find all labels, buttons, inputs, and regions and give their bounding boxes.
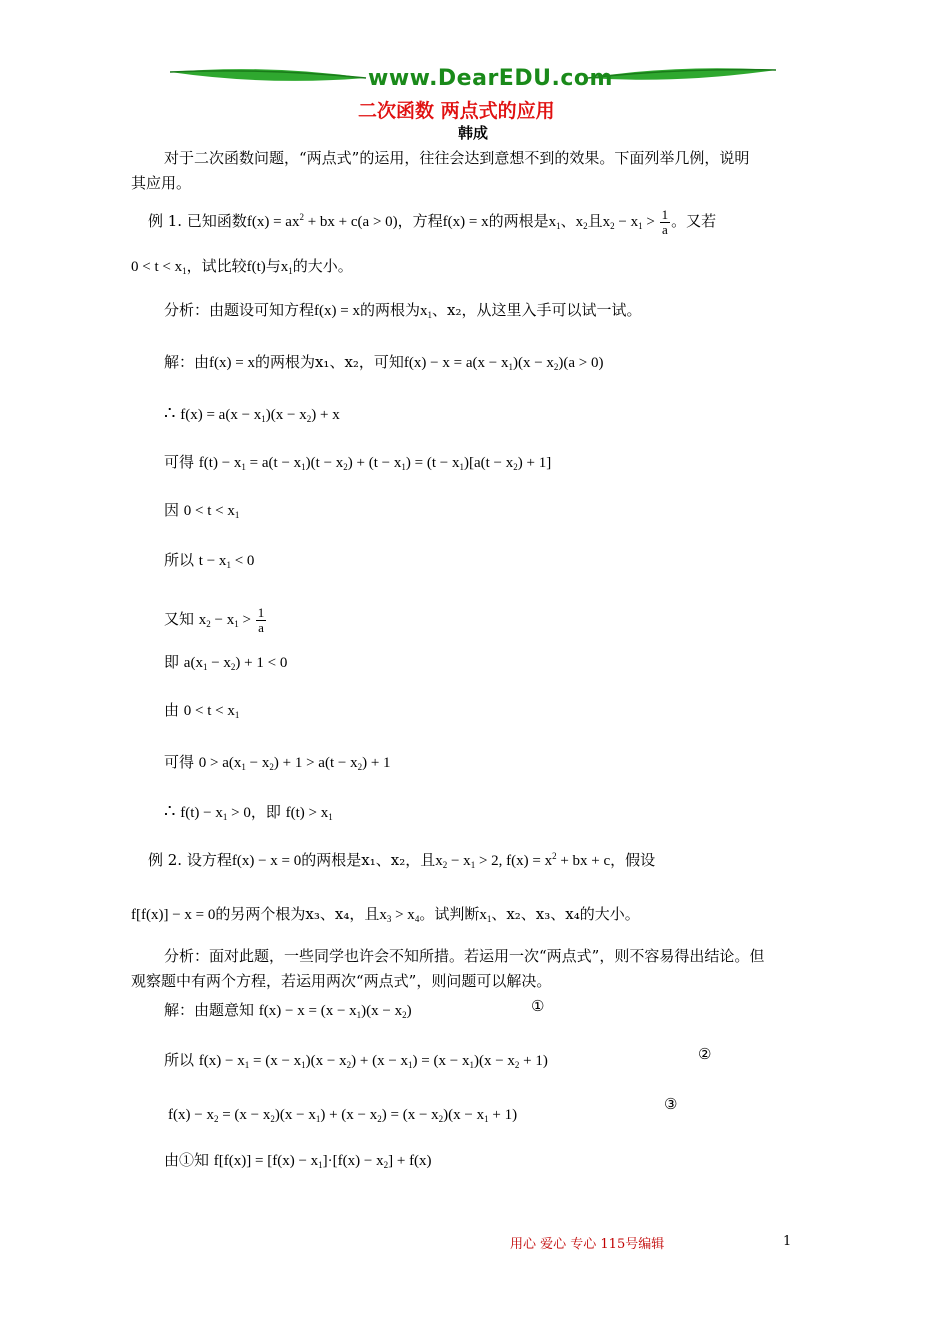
condition-2: $0 < t < x_1$ <box>131 259 187 276</box>
equation: f(x) = x <box>209 355 255 371</box>
equation: f(x) − x = 0 <box>231 853 302 869</box>
text: 因 <box>164 501 180 519</box>
text: 。又若 <box>671 211 717 230</box>
text: 所以 <box>164 1051 195 1069</box>
text: 、 <box>560 211 576 230</box>
text: 可得 <box>164 453 195 471</box>
solution-1-line-4 <box>164 500 239 521</box>
formula: $t - x_1 < 0$ <box>198 553 255 570</box>
formula: $f(x) - x_2 = (x - x_2)(x - x_1) + (x - x_2) = (x - x_2)(x - x_1 + 1)$ <box>168 1107 518 1124</box>
formula: $f(x) = a(x - x_1)(x - x_2) + x$ <box>180 407 340 424</box>
text: 、x₂，从这里入手可以试一试。 <box>431 301 642 319</box>
example-2-label: 例 2. 设方程 <box>148 851 232 869</box>
text: ，方程 <box>397 211 443 230</box>
therefore-symbol: ∴ <box>164 801 176 822</box>
root-1: $x_1$ <box>548 213 561 231</box>
intro-line-1: 对于二次函数问题，“两点式”的运用，往往会达到意想不到的效果。下面列举几例，说明 <box>164 149 750 167</box>
text: 可得 <box>164 753 195 771</box>
example-1-label: 例 1. 已知函数 <box>148 211 247 230</box>
condition: $x_2 - x_1 > 2$, $f(x) = x^2$ + bx + c <box>435 851 611 870</box>
solution-2-line-4 <box>164 1150 432 1171</box>
condition: $x_2 - x_1$ > $\frac{1}{a}$ <box>602 207 669 237</box>
circled-3: ③ <box>664 1095 678 1113</box>
formula: $f(t) - x_1 = a(t - x_1)(t - x_2) + (t - x_1) = (t - x_1)[a(t - x_2) + 1]$ <box>198 455 552 472</box>
formula: $f(x) - x = (x - x_1)(x - x_2)$ <box>258 1003 412 1020</box>
formula: $a(x_1 - x_2) + 1 < 0$ <box>183 655 288 672</box>
text: 解：由题意知 <box>164 1001 255 1019</box>
solution-1-line-3 <box>164 452 551 473</box>
text: 分析：由题设可知方程 <box>164 301 315 319</box>
text: 。试判断 <box>419 905 480 923</box>
solution-1-line-2 <box>164 404 340 425</box>
text: 所以 <box>164 551 195 569</box>
example-2-statement <box>148 850 655 871</box>
text: ，即 <box>250 803 281 821</box>
factored-form: $f(x) - x = a(x - x_1)(x - x_2)(a > 0)$ <box>403 355 604 372</box>
banner-swoosh-right <box>586 64 778 88</box>
intro-line-2: 其应用。 <box>131 174 192 192</box>
text: 由①知 <box>164 1151 210 1169</box>
page-title: 二次函数 两点式的应用 <box>358 100 555 122</box>
solution-1-line-6 <box>164 606 267 635</box>
text: 的两根是 <box>488 211 549 230</box>
solution-2-line-3 <box>168 1104 517 1125</box>
solution-1-line-8 <box>164 700 239 721</box>
equation: f(x) = x <box>314 303 360 319</box>
example-1-statement <box>148 208 716 237</box>
text: 的两根是x₁、x₂，且 <box>301 851 436 869</box>
text: 即 <box>164 653 180 671</box>
text: 解：由 <box>164 353 210 371</box>
x1: $x_1$ <box>280 259 293 276</box>
text: 的另两个根为x₃、x₄，且 <box>215 905 380 923</box>
text: 的两根为x₁、x₂，可知 <box>254 353 404 371</box>
x1: $x_1$ <box>419 303 432 320</box>
text: 的大小。 <box>292 257 353 275</box>
text: 又知 <box>164 609 195 628</box>
ft: f(t) <box>246 259 266 275</box>
equation: f(x) = x <box>442 213 489 230</box>
formula: $f(t) - x_1 > 0$ <box>180 805 251 822</box>
formula: $x_2 - x_1$ > $\frac{1}{a}$ <box>198 605 265 635</box>
analysis-1 <box>164 300 641 321</box>
text: ，试比较 <box>186 257 247 275</box>
function-definition: $f(x) = ax^2$ + bx + c(a > 0) <box>246 211 398 230</box>
banner-swoosh-left <box>168 64 368 88</box>
text: 由 <box>164 701 180 719</box>
text: 且 <box>587 211 603 230</box>
text: ，假设 <box>610 851 656 869</box>
root-2: $x_2$ <box>575 213 588 231</box>
solution-2-line-2 <box>164 1050 548 1071</box>
equation: f[f(x)] − x = 0 <box>131 907 216 923</box>
circled-2: ② <box>698 1045 712 1063</box>
formula: $0 < t < x_1$ <box>183 503 240 520</box>
analysis-2-line-2: 观察题中有两个方程，若运用两次“两点式”，则问题可以解决。 <box>131 972 552 990</box>
solution-1-line-7 <box>164 652 287 673</box>
formula: $0 > a(x_1 - x_2) + 1 > a(t - x_2) + 1$ <box>198 755 391 772</box>
text: 、x₂、x₃、x₄的大小。 <box>491 905 640 923</box>
author: 韩成 <box>458 124 489 142</box>
condition: $x_3 > x_4$ <box>379 907 420 924</box>
solution-1-line-5 <box>164 550 254 571</box>
solution-1-line-10 <box>164 802 333 823</box>
x1: $x_1$ <box>479 907 492 924</box>
formula: $f(t) > x_1$ <box>285 805 333 822</box>
analysis-2-line-1: 分析：面对此题，一些同学也许会不知所措。若运用一次“两点式”，则不容易得出结论。但 <box>164 947 765 965</box>
formula: $f(x) - x_1 = (x - x_1)(x - x_2) + (x - x_1) = (x - x_1)(x - x_2 + 1)$ <box>198 1053 548 1070</box>
therefore-symbol: ∴ <box>164 403 176 424</box>
example-2-statement-2 <box>131 904 640 925</box>
footer-text: 用心 爱心 专心 115号编辑 <box>510 1237 665 1252</box>
text: 与 <box>265 257 281 275</box>
solution-1-line-9 <box>164 752 391 773</box>
text: 的两根为 <box>359 301 420 319</box>
circled-1: ① <box>531 997 545 1015</box>
formula: $f[f(x)] = [f(x) - x_1]\cdot[f(x) - x_2] + f(x)$ <box>213 1153 432 1170</box>
solution-1-line-1 <box>164 352 604 373</box>
site-name: www.DearEDU.com <box>368 66 613 91</box>
example-1-statement-2 <box>131 256 353 277</box>
formula: $0 < t < x_1$ <box>183 703 240 720</box>
page-number: 1 <box>783 1234 792 1249</box>
solution-2-line-1 <box>164 1000 412 1021</box>
